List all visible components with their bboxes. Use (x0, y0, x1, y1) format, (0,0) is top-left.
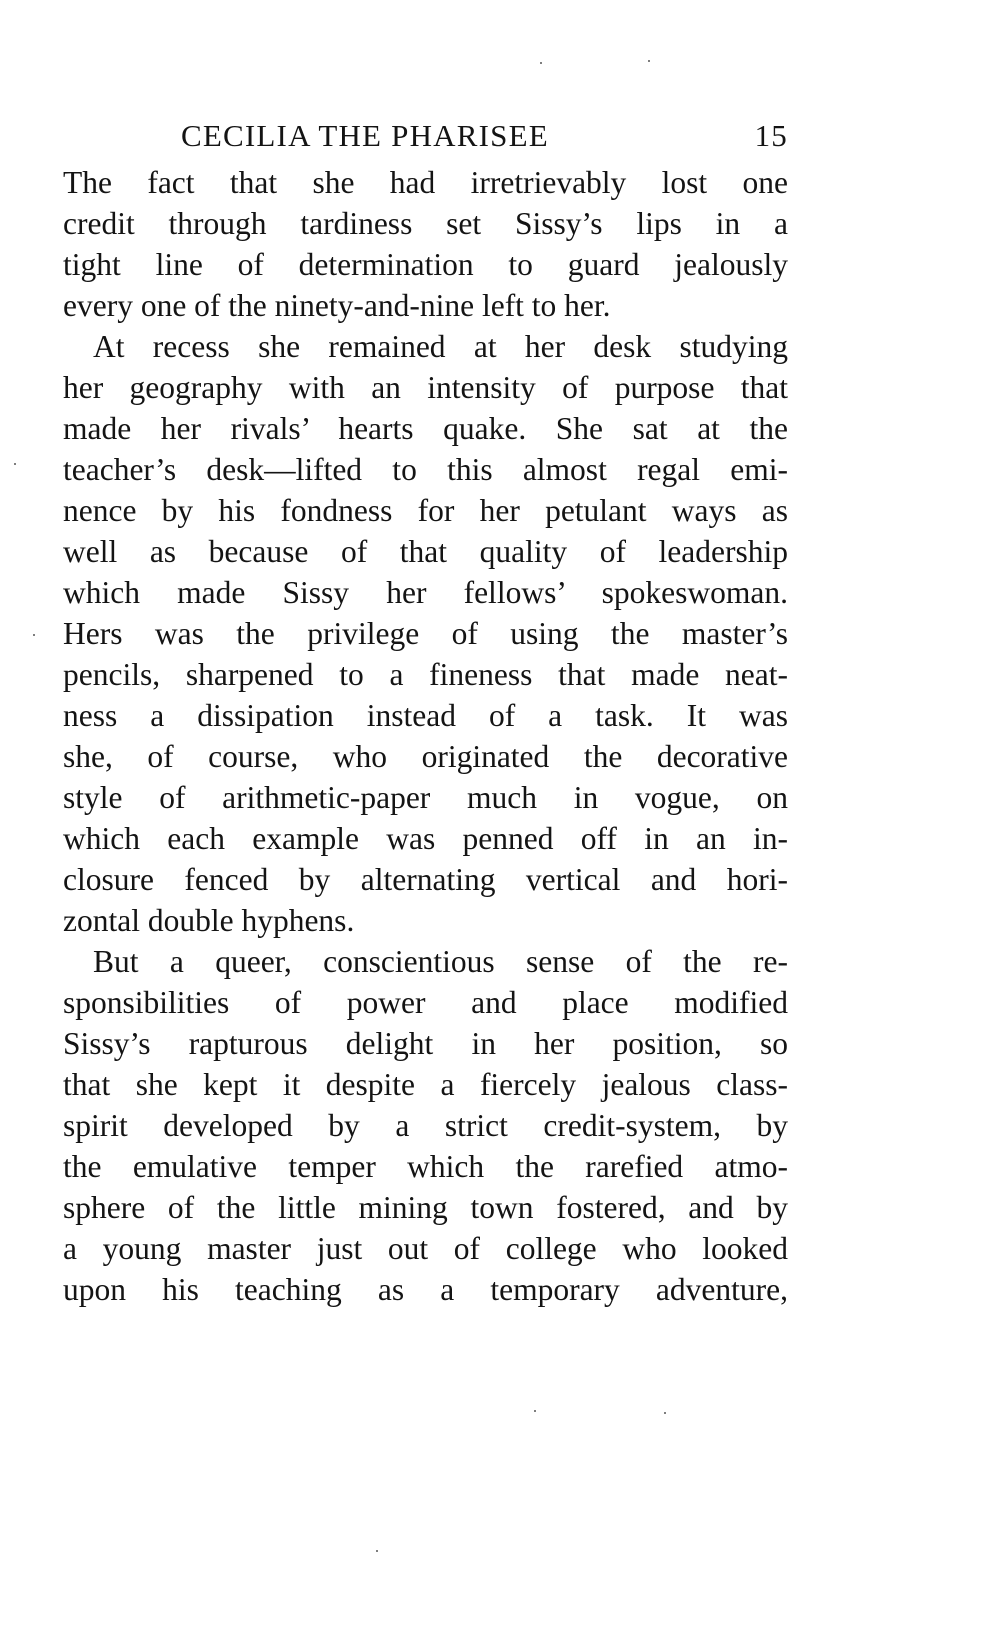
text-line: At recess she remained at her desk studying (93, 329, 788, 364)
running-head (63, 110, 788, 162)
scan-speck (534, 1410, 536, 1412)
page-content (63, 110, 788, 1310)
text-line: Hers was the privilege of using the master’s (63, 616, 788, 651)
text-line: well as because of that quality of leadership (63, 534, 788, 569)
scan-speck (33, 634, 35, 636)
text-line: that she kept it despite a fiercely jealous class- (63, 1067, 788, 1102)
text-line: made her rivals’ hearts quake. She sat at the (63, 411, 788, 446)
page-number: 15 (754, 118, 788, 153)
scan-speck (648, 60, 650, 62)
text-line: closure fenced by alternating vertical and hori- (63, 862, 788, 897)
text-line: which made Sissy her fellows’ spokeswoman. (63, 575, 788, 610)
text-line: The fact that she had irretrievably lost one (63, 165, 788, 200)
paragraph-2 (63, 326, 788, 941)
text-line: zontal double hyphens. (63, 903, 355, 938)
text-line: upon his teaching as a temporary adventure, (63, 1272, 788, 1307)
text-line: pencils, sharpened to a fineness that made neat- (63, 657, 788, 692)
running-title: CECILIA THE PHARISEE (181, 118, 549, 153)
text-line: she, of course, who originated the decorative (63, 739, 788, 774)
text-line: which each example was penned off in an in- (63, 821, 788, 856)
text-line: her geography with an intensity of purpose that (63, 370, 788, 405)
text-line: every one of the ninety-and-nine left to her. (63, 288, 611, 323)
paragraph-3 (63, 941, 788, 1310)
text-line: teacher’s desk—lifted to this almost regal emi- (63, 452, 788, 487)
text-line: spirit developed by a strict credit-system, by (63, 1108, 788, 1143)
text-line: sponsibilities of power and place modified (63, 985, 788, 1020)
paragraph-1 (63, 162, 788, 326)
text-line: tight line of determination to guard jealously (63, 247, 788, 282)
text-line: a young master just out of college who looked (63, 1231, 788, 1266)
text-line: Sissy’s rapturous delight in her position, so (63, 1026, 788, 1061)
text-line: nence by his fondness for her petulant ways as (63, 493, 788, 528)
text-line: the emulative temper which the rarefied atmo- (63, 1149, 788, 1184)
text-line: ness a dissipation instead of a task. It was (63, 698, 788, 733)
scan-speck (376, 1550, 378, 1552)
scan-speck (540, 62, 542, 64)
scan-speck (14, 463, 16, 465)
text-line: But a queer, conscientious sense of the re- (93, 944, 788, 979)
text-line: credit through tardiness set Sissy’s lips in a (63, 206, 788, 241)
text-line: sphere of the little mining town fostered, and by (63, 1190, 788, 1225)
scan-speck (664, 1412, 666, 1414)
text-line: style of arithmetic-paper much in vogue, on (63, 780, 788, 815)
